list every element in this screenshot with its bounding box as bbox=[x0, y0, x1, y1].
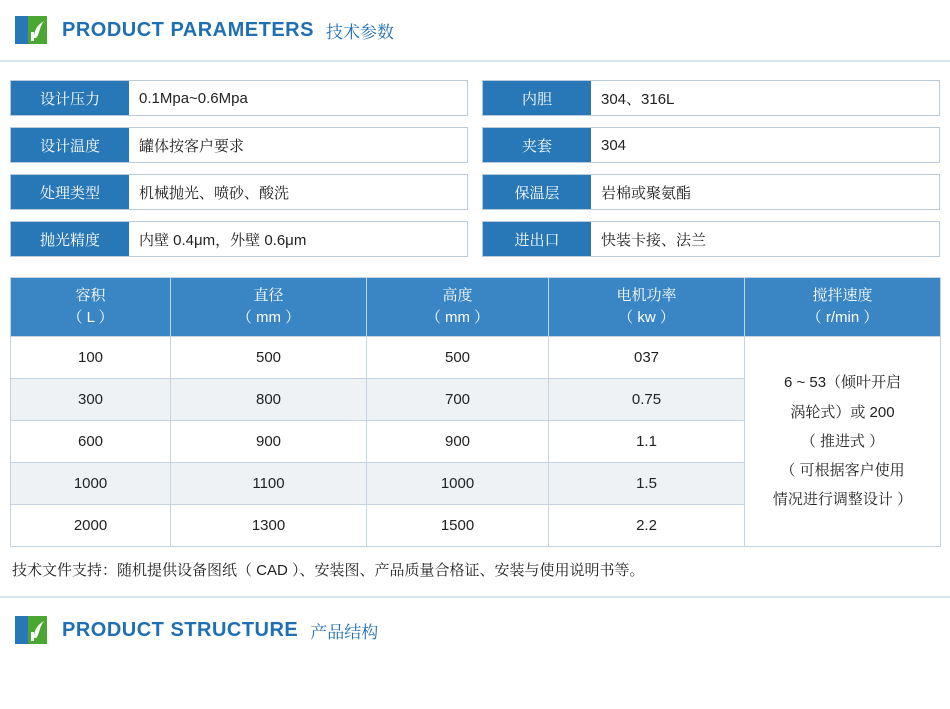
cell-diameter: 800 bbox=[171, 379, 367, 421]
spec-label: 内胆 bbox=[483, 81, 591, 115]
spec-value: 机械抛光、喷砂、酸洗 bbox=[139, 184, 290, 202]
cell-diameter: 1300 bbox=[171, 505, 367, 547]
table-header-cell bbox=[549, 278, 745, 337]
technical-documents-note: 技术文件支持：随机提供设备图纸（ CAD ）、安装图、产品质量合格证、安装与使用说明书等。 bbox=[12, 562, 645, 579]
spec-value: 0.1Mpa~0.6Mpa bbox=[139, 89, 248, 107]
cell-diameter: 900 bbox=[171, 421, 367, 463]
spec-row bbox=[10, 221, 468, 257]
table-header-row bbox=[11, 278, 941, 337]
section-title-en: PRODUCT STRUCTURE bbox=[62, 618, 299, 641]
spec-row bbox=[482, 80, 940, 116]
cell-diameter: 500 bbox=[171, 337, 367, 379]
spec-value: 岩棉或聚氨酯 bbox=[601, 184, 692, 202]
spec-grid bbox=[0, 62, 950, 257]
section-header-product-structure bbox=[0, 602, 950, 658]
header-line-1: 容积 bbox=[75, 287, 106, 305]
cell-power: 037 bbox=[549, 337, 745, 379]
section-header-product-parameters bbox=[0, 0, 950, 62]
header-line-2: （ kw ） bbox=[618, 309, 675, 326]
cell-power: 1.1 bbox=[549, 421, 745, 463]
cell-power: 0.75 bbox=[549, 379, 745, 421]
header-line-2: （ L ） bbox=[67, 309, 114, 326]
spec-label: 夹套 bbox=[483, 128, 591, 162]
spec-label: 保温层 bbox=[483, 175, 591, 209]
spec-value: 罐体按客户要求 bbox=[139, 137, 245, 155]
cell-height: 1000 bbox=[367, 463, 549, 505]
cell-height: 900 bbox=[367, 421, 549, 463]
cell-volume: 1000 bbox=[11, 463, 171, 505]
cell-height: 700 bbox=[367, 379, 549, 421]
table-header-cell bbox=[171, 278, 367, 337]
cell-volume: 300 bbox=[11, 379, 171, 421]
header-line-2: （ r/min ） bbox=[806, 309, 879, 326]
mixing-speed-line: 6 ~ 53（倾叶开启 bbox=[783, 374, 902, 392]
spec-row bbox=[10, 127, 468, 163]
spec-value: 304 bbox=[601, 136, 627, 154]
specification-table-wrapper bbox=[0, 257, 950, 547]
mixing-speed-line: 情况进行调整设计 ） bbox=[772, 491, 913, 509]
table-header-cell bbox=[367, 278, 549, 337]
spec-label: 抛光精度 bbox=[11, 222, 129, 256]
spec-row bbox=[482, 174, 940, 210]
mixing-speed-line: （ 可根据客户使用 bbox=[780, 462, 905, 480]
cell-height: 1500 bbox=[367, 505, 549, 547]
cell-volume: 600 bbox=[11, 421, 171, 463]
header-line-2: （ mm ） bbox=[425, 309, 490, 326]
spec-value: 快装卡接、法兰 bbox=[601, 231, 707, 249]
cell-power: 1.5 bbox=[549, 463, 745, 505]
section-title-cn: 产品结构 bbox=[310, 622, 379, 642]
section-divider bbox=[0, 596, 950, 598]
section-title-en: PRODUCT PARAMETERS bbox=[62, 18, 314, 41]
mixing-speed-line: 涡轮式）或 200 bbox=[790, 403, 895, 421]
table-header-cell bbox=[745, 278, 941, 337]
spec-value: 内壁 0.4μm，外壁 0.6μm bbox=[139, 231, 307, 249]
header-line-1: 电机功率 bbox=[616, 287, 677, 305]
spec-row bbox=[10, 80, 468, 116]
specification-table bbox=[10, 277, 941, 547]
spec-row bbox=[482, 221, 940, 257]
section-title-cn: 技术参数 bbox=[325, 22, 394, 42]
cell-height: 500 bbox=[367, 337, 549, 379]
spec-label: 进出口 bbox=[483, 222, 591, 256]
spec-label: 设计温度 bbox=[11, 128, 129, 162]
header-line-1: 直径 bbox=[253, 287, 284, 305]
cell-volume: 2000 bbox=[11, 505, 171, 547]
spec-label: 处理类型 bbox=[11, 175, 129, 209]
leaf-logo-icon bbox=[14, 614, 48, 646]
spec-column-left bbox=[10, 80, 468, 257]
spec-row bbox=[10, 174, 468, 210]
cell-volume: 100 bbox=[11, 337, 171, 379]
spec-value: 304、316L bbox=[601, 90, 675, 108]
header-line-2: （ mm ） bbox=[236, 309, 301, 326]
cell-diameter: 1100 bbox=[171, 463, 367, 505]
mixing-speed-line: （ 推进式 ） bbox=[800, 432, 885, 450]
header-line-1: 高度 bbox=[442, 287, 473, 305]
leaf-logo-icon bbox=[14, 14, 48, 46]
table-header-cell bbox=[11, 278, 171, 337]
spec-row bbox=[482, 127, 940, 163]
table-row bbox=[11, 337, 941, 379]
header-line-1: 搅拌速度 bbox=[812, 287, 873, 305]
spec-label: 设计压力 bbox=[11, 81, 129, 115]
spec-column-right bbox=[482, 80, 940, 257]
cell-mixing-speed bbox=[745, 337, 941, 547]
cell-power: 2.2 bbox=[549, 505, 745, 547]
